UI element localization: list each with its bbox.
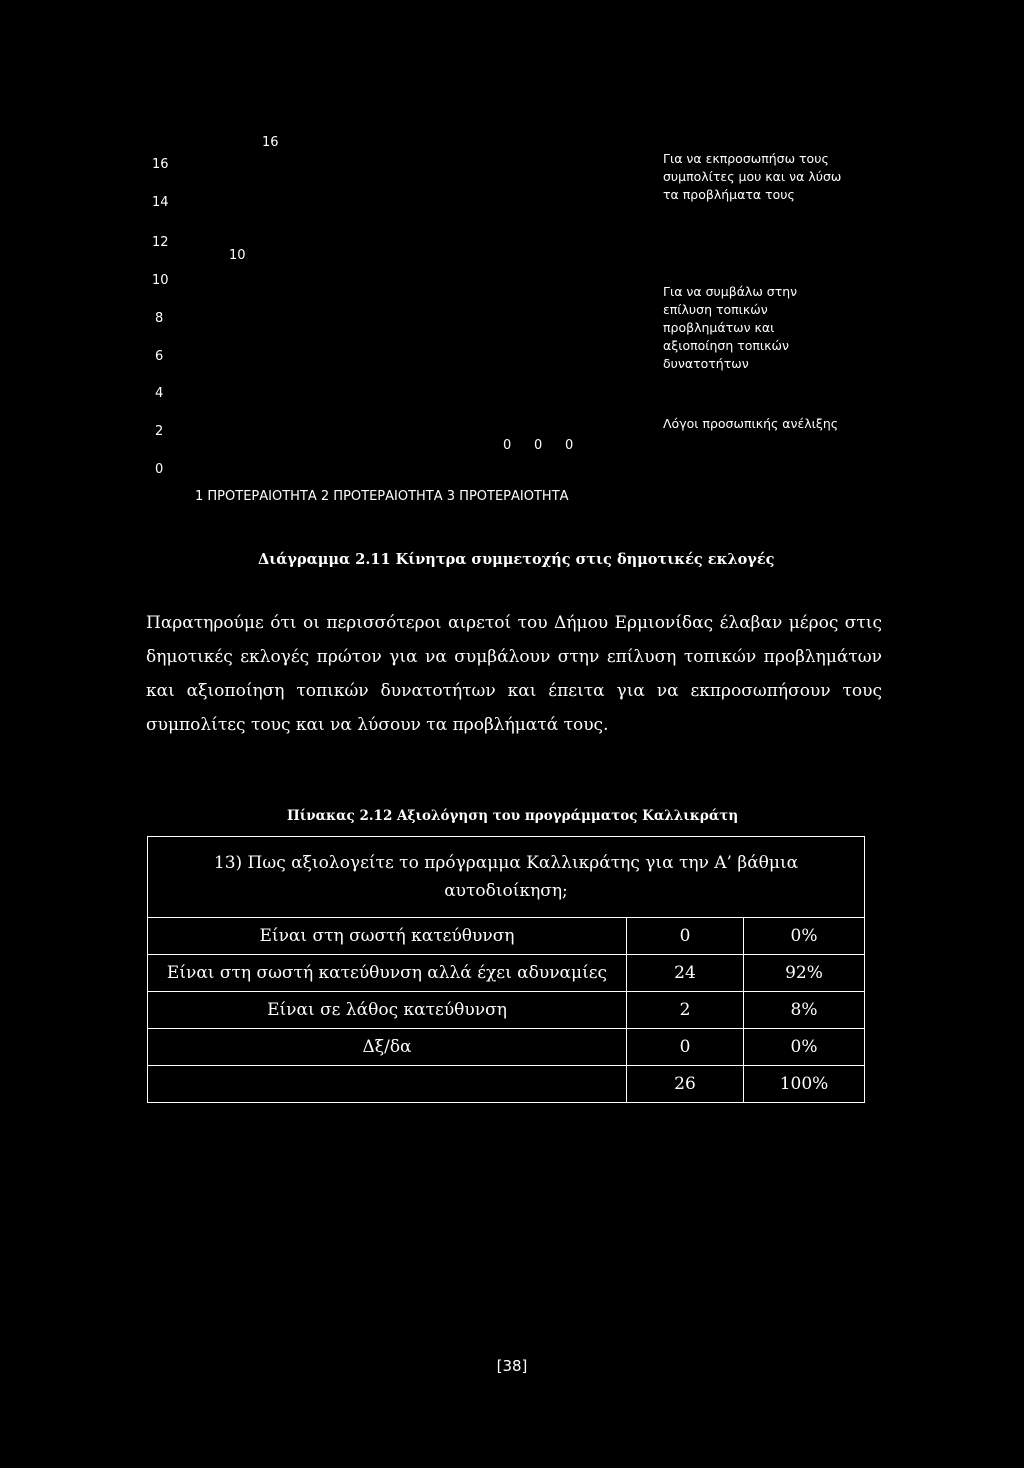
table-row <box>148 1029 865 1066</box>
evaluation-table <box>147 836 865 1103</box>
table-row <box>148 918 865 955</box>
y-tick: 10 <box>152 273 169 288</box>
legend-entry <box>663 283 903 373</box>
legend <box>663 150 903 204</box>
answer-label: Δξ/δα <box>148 1029 627 1066</box>
y-tick: 0 <box>155 462 164 477</box>
table-row <box>148 837 865 918</box>
y-tick: 14 <box>152 195 169 210</box>
answer-percent: 0% <box>744 918 865 955</box>
data-label: 0 <box>565 438 574 453</box>
table-row <box>148 955 865 992</box>
answer-count: 0 <box>627 1029 744 1066</box>
legend-line: δυνατοτήτων <box>663 356 749 371</box>
legend-entry <box>663 150 903 204</box>
body-paragraph: Παρατηρούμε ότι οι περισσότεροι αιρετοί του Δήμου Ερμιονίδας έλαβαν μέρος στις δημοτικές εκλογές πρώτον για να συμβάλουν στην επίλυση τοπικών προβλημάτων και αξιοποίηση τοπικών δυνατοτήτων και έπειτα για να εκπροσωπήσουν τους συμπολίτες τους και να λύσουν τα προβλήματά τους. <box>146 613 882 735</box>
legend-line: αξιοποίηση τοπικών <box>663 338 789 353</box>
legend-line: Για να συμβάλω στην <box>663 284 798 299</box>
x-axis-categories: 1 ΠΡΟΤΕΡΑΙΟΤΗΤΑ 2 ΠΡΟΤΕΡΑΙΟΤΗΤΑ 3 ΠΡΟΤΕΡΑΙΟΤΗΤΑ <box>195 489 569 504</box>
table-row <box>148 992 865 1029</box>
legend <box>663 415 903 433</box>
data-label: 10 <box>229 248 246 263</box>
answer-count: 0 <box>627 918 744 955</box>
data-label: 0 <box>534 438 543 453</box>
y-tick: 12 <box>152 235 169 250</box>
question-cell: 13) Πως αξιολογείτε το πρόγραμμα Καλλικράτης για την Α’ βάθμια αυτοδιοίκηση; <box>148 837 865 918</box>
legend-line: συμπολίτες μου και να λύσω <box>663 169 842 184</box>
answer-label: Είναι στη σωστή κατεύθυνση <box>148 918 627 955</box>
answer-percent: 8% <box>744 992 865 1029</box>
answer-percent: 0% <box>744 1029 865 1066</box>
figure-caption: Διάγραμμα 2.11 Κίνητρα συμμετοχής στις δημοτικές εκλογές <box>258 551 775 568</box>
legend-line: προβλημάτων και <box>663 320 775 335</box>
legend-line: Λόγοι προσωπικής ανέλιξης <box>663 416 839 431</box>
legend-line: επίλυση τοπικών <box>663 302 768 317</box>
answer-percent: 92% <box>744 955 865 992</box>
y-tick: 8 <box>155 311 164 326</box>
answer-percent: 100% <box>744 1066 865 1103</box>
data-label: 16 <box>262 135 279 150</box>
answer-label <box>148 1066 627 1103</box>
y-tick: 2 <box>155 424 164 439</box>
legend <box>663 283 903 373</box>
y-tick: 16 <box>152 157 169 172</box>
legend-line: Για να εκπροσωπήσω τους <box>663 151 829 166</box>
answer-count: 24 <box>627 955 744 992</box>
legend-line: τα προβλήματα τους <box>663 187 795 202</box>
table-caption: Πίνακας 2.12 Αξιολόγηση του προγράμματος Καλλικράτη <box>287 808 739 824</box>
legend-entry <box>663 415 903 433</box>
answer-count: 2 <box>627 992 744 1029</box>
page-number: [38] <box>496 1357 528 1375</box>
table-row <box>148 1066 865 1103</box>
answer-label: Είναι σε λάθος κατεύθυνση <box>148 992 627 1029</box>
y-tick: 4 <box>155 386 164 401</box>
answer-label: Είναι στη σωστή κατεύθυνση αλλά έχει αδυναμίες <box>148 955 627 992</box>
data-label: 0 <box>503 438 512 453</box>
y-tick: 6 <box>155 349 164 364</box>
answer-count: 26 <box>627 1066 744 1103</box>
